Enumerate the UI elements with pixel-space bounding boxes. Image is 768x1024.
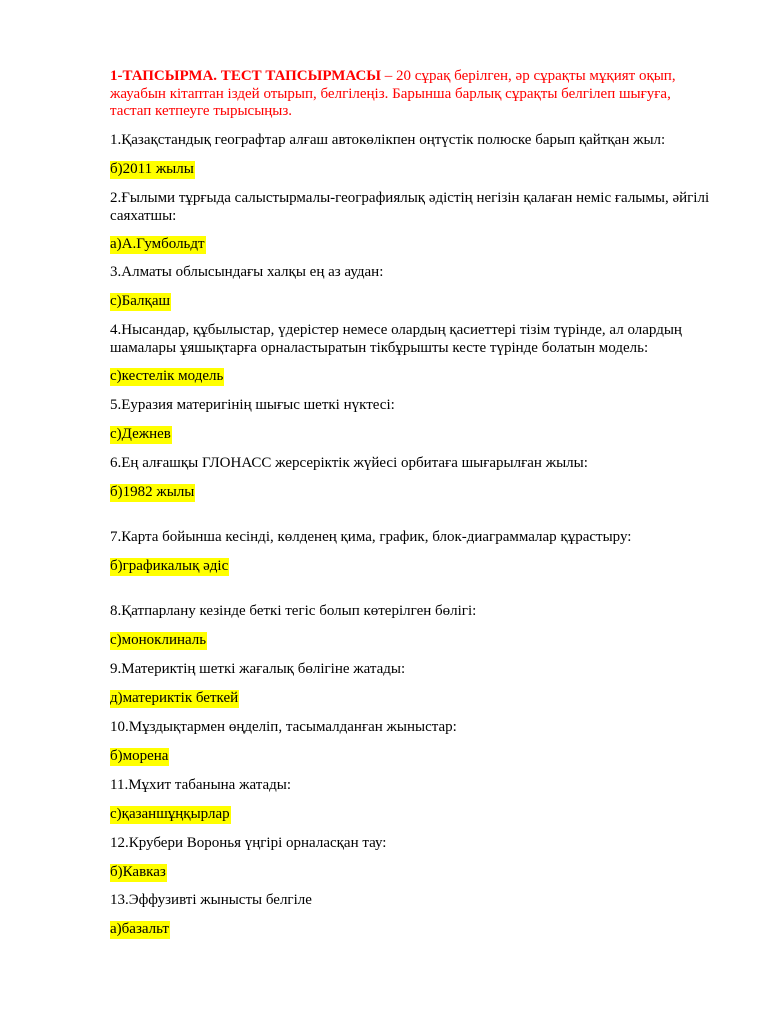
- question-6: 6.Ең алғашқы ГЛОНАСС жерсеріктік жүйесі орбитаға шығарылған жылы:: [110, 455, 588, 471]
- question-3: 3.Алматы облысындағы халқы ең аз аудан:: [110, 264, 384, 280]
- question-4: 4.Нысандар, құбылыстар, үдерістер немесе олардың қасиеттері тізім түрінде, ал олардың шамалары ұяшықтарға орналастыратын тікбұрышты кесте түрінде болатын модель:: [110, 322, 682, 356]
- question-11: 11.Мұхит табанына жатады:: [110, 777, 291, 793]
- answer-10: б)морена: [110, 748, 169, 764]
- answer-4: с)кестелік модель: [110, 368, 224, 384]
- answer-12: б)Кавказ: [110, 864, 166, 880]
- task-title: 1-ТАПСЫРМА. ТЕСТ ТАПСЫРМАСЫ: [110, 68, 382, 84]
- question-2: 2.Ғылыми тұрғыда салыстырмалы-географиялық әдістің негізін қалаған неміс ғалымы, әйгілі саяхатшы:: [110, 190, 710, 224]
- question-7: 7.Карта бойынша кесінді, көлденең қима, график, блок-диаграммалар құрастыру:: [110, 529, 632, 545]
- answer-11: с)қазаншұңқырлар: [110, 806, 230, 822]
- answer-7: б)графикалық әдіс: [110, 558, 229, 574]
- question-1: 1.Қазақстандық географтар алғаш автокөлікпен оңтүстік полюске барып қайтқан жыл:: [110, 132, 666, 148]
- question-12: 12.Крубери Воронья үңгірі орналасқан тау:: [110, 835, 387, 851]
- question-8: 8.Қатпарлану кезінде беткі тегіс болып көтерілген бөлігі:: [110, 603, 477, 619]
- task-instructions: – 20 сұрақ берілген, әр сұрақты мұқият оқып, жауабын кітаптан іздей отырып, белгілеңіз. Барынша барлық сұрақты белгілеп шығуға, тастап кетпеуге тырысыңыз.: [110, 68, 676, 119]
- answer-6: б)1982 жылы: [110, 484, 195, 500]
- question-13: 13.Эффузивті жынысты белгіле: [110, 892, 312, 908]
- question-9: 9.Материктің шеткі жағалық бөлігіне жатады:: [110, 661, 406, 677]
- task-intro: [110, 68, 715, 121]
- answer-13: а)базальт: [110, 921, 169, 937]
- answer-2: а)А.Гумбольдт: [110, 236, 205, 252]
- question-10: 10.Мұздықтармен өңделіп, тасымалданған жыныстар:: [110, 719, 457, 735]
- question-5: 5.Еуразия материгінің шығыс шеткі нүктесі:: [110, 397, 395, 413]
- answer-5: с)Дежнев: [110, 426, 171, 442]
- answer-9: д)материктік беткей: [110, 690, 239, 706]
- answer-1: б)2011 жылы: [110, 161, 194, 177]
- answer-8: с)моноклиналь: [110, 632, 207, 648]
- answer-3: с)Балқаш: [110, 293, 171, 309]
